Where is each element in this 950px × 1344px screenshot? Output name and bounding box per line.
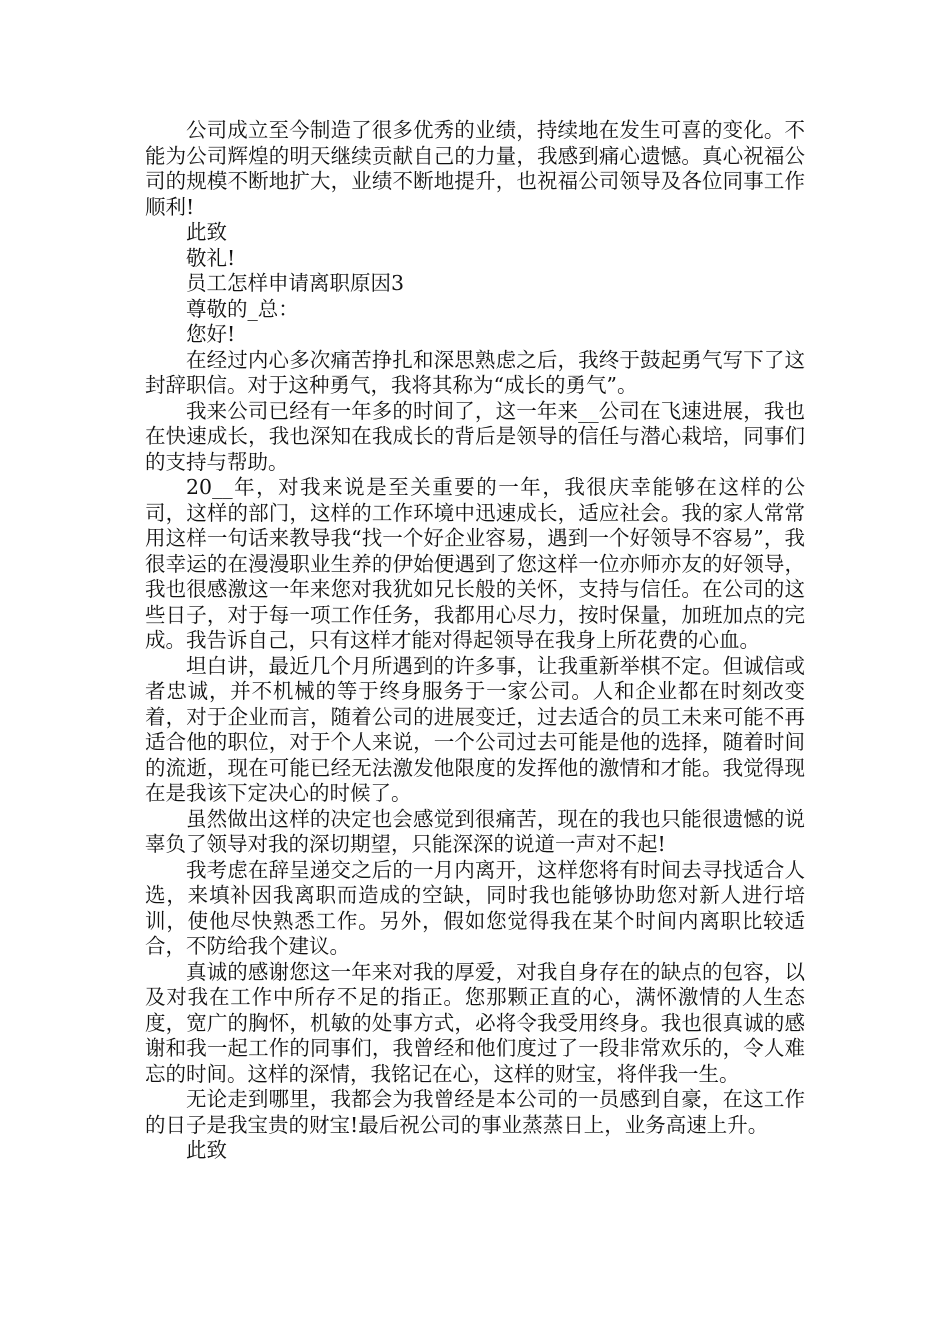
paragraph-important-year: 20__年，对我来说是至关重要的一年，我很庆幸能够在这样的公司，这样的部门，这样的工作环境中迅速成长，适应社会。我的家人常常用这样一句话来教导我“找一个好企业容易，遇到一个好领导不容易”，我很幸运的在漫漫职业生养的伊始便遇到了您这样一位亦师亦友的好领导，我也很感激这一年来您对我犹如兄长般的关怀，支持与信任。在公司的这些日子，对于每一项工作任务，我都用心尽力，按时保量，加班加点的完成。我告诉自己，只有这样才能对得起领导在我身上所花费的心血。 <box>145 475 805 652</box>
letter-hello: 您好! <box>186 322 236 346</box>
paragraph-courage: 在经过内心多次痛苦挣扎和深思熟虑之后，我终于鼓起勇气写下了这封辞职信。对于这种勇气，我将其称为“成长的勇气”。 <box>145 347 805 397</box>
closing-cizhi-final: 此致 <box>186 1138 227 1162</box>
paragraph-handover: 我考虑在辞呈递交之后的一月内离开，这样您将有时间去寻找适合人选，来填补因我离职而造成的空缺，同时我也能够协助您对新人进行培训，使他尽快熟悉工作。另外，假如您觉得我在某个时间内离职比较适合，不防给我个建议。 <box>145 857 805 958</box>
paragraph-sorry: 虽然做出这样的决定也会感觉到很痛苦，现在的我也只能很遗憾的说辜负了领导对我的深切期望，只能深深的说道一声对不起! <box>145 806 805 856</box>
paragraph-one-year: 我来公司已经有一年多的时间了，这一年来__公司在飞速进展，我也在快速成长，我也深知在我成长的背后是领导的信任与潜心栽培，同事们的支持与帮助。 <box>145 398 805 474</box>
closing-cizhi: 此致 <box>186 220 227 244</box>
letter-greeting: 尊敬的_总： <box>186 296 299 321</box>
section-heading: 员工怎样申请离职原因3 <box>186 271 405 295</box>
paragraph-company-wishes: 公司成立至今制造了很多优秀的业绩，持续地在发生可喜的变化。不能为公司辉煌的明天继续贡献自己的力量，我感到痛心遗憾。真心祝福公司的规模不断地扩大，业绩不断地提升，也祝福公司领导及各位同事工作顺利! <box>145 118 805 219</box>
paragraph-thanks: 真诚的感谢您这一年来对我的厚爱，对我自身存在的缺点的包容，以及对我在工作中所存不足的指正。您那颗正直的心，满怀激情的人生态度，宽广的胸怀，机敏的处事方式，必将令我受用终身。我也很真诚的感谢和我一起工作的同事们，我曾经和他们度过了一段非常欢乐的，令人难忘的时间。这样的深情，我铭记在心，这样的财宝，将伴我一生。 <box>145 959 805 1086</box>
salutation-jingli: 敬礼! <box>186 245 236 270</box>
paragraph-honestly: 坦白讲，最近几个月所遇到的许多事，让我重新举棋不定。但诚信或者忠诚，并不机械的等于终身服务于一家公司。人和企业都在时刻改变着，对于企业而言，随着公司的进展变迁，过去适合的员工未来可能不再适合他的职位，对于个人来说，一个公司过去可能是他的选择，随着时间的流逝，现在可能已经无法激发他限度的发挥他的激情和才能。我觉得现在是我该下定决心的时候了。 <box>145 653 805 805</box>
document-page <box>145 118 805 1164</box>
paragraph-proud: 无论走到哪里，我都会为我曾经是本公司的一员感到自豪，在这工作的日子是我宝贵的财宝!最后祝公司的事业蒸蒸日上，业务高速上升。 <box>145 1087 805 1137</box>
